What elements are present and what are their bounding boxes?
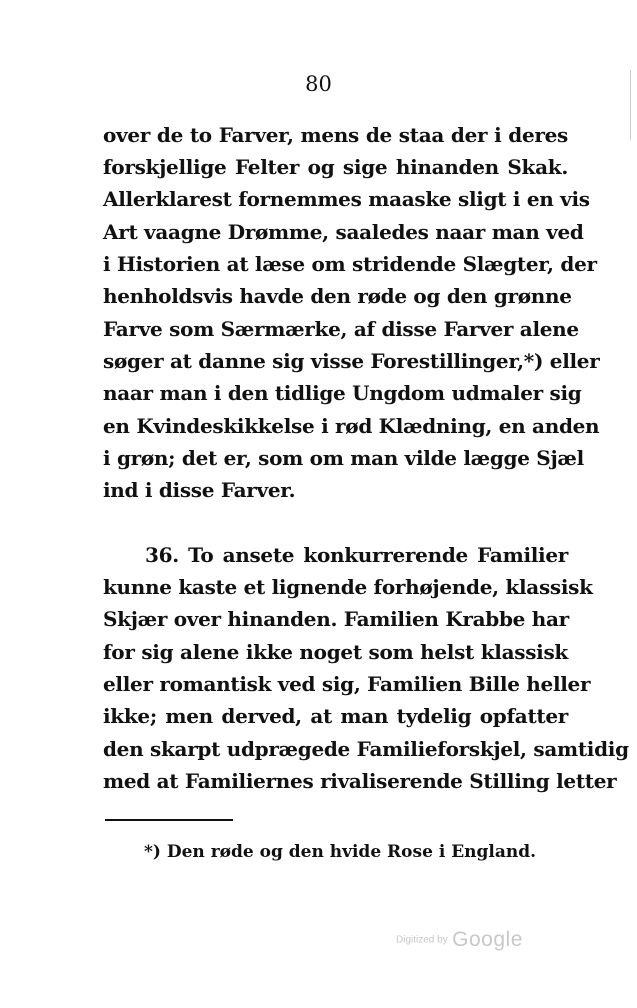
text-line: eller romantisk ved sig, Familien Bille heller [103,672,591,696]
text-line: ind i disse Farver. [103,478,296,502]
google-logo: Google [452,928,523,951]
digitized-watermark [396,928,523,952]
text-line: ikke; men derved, at man tydelig opfatter [103,704,568,728]
text-line: forskjellige Felter og sige hinanden Skak. [103,155,568,179]
text-line: Skjær over hinanden. Familien Krabbe har [103,607,569,631]
text-line: Art vaagne Drømme, saaledes naar man ved [103,220,584,244]
footnote-divider [105,819,233,821]
text-line: Allerklarest fornemmes maaske sligt i en vis [103,187,590,211]
text-line: den skarpt udprægede Familieforskjel, samtidig [103,737,629,761]
text-line: henholdsvis havde den røde og den grønne [103,284,572,308]
text-line: for sig alene ikke noget som helst klassisk [103,640,568,664]
text-line: i grøn; det er, som om man vilde lægge Sjæl [103,446,584,470]
watermark-prefix: Digitized by [396,934,448,946]
text-line: med at Familiernes rivaliserende Stilling letter [103,769,617,793]
text-line: søger at danne sig visse Forestillinger,*) eller [103,349,600,373]
text-line: naar man i den tidlige Ungdom udmaler sig [103,381,582,405]
page-edge-mark [630,70,631,140]
text-line: kunne kaste et lignende forhøjende, klassisk [103,575,593,599]
section-heading-line: 36. To ansete konkurrerende Familier [145,543,568,567]
text-line: i Historien at læse om stridende Slægter, der [103,252,597,276]
text-line: over de to Farver, mens de staa der i deres [103,123,568,147]
page-number: 80 [305,72,332,96]
footnote: *) Den røde og den hvide Rose i England. [144,842,537,862]
text-line: en Kvindeskikkelse i rød Klædning, en anden [103,414,600,438]
text-line: Farve som Særmærke, af disse Farver alene [103,317,579,341]
